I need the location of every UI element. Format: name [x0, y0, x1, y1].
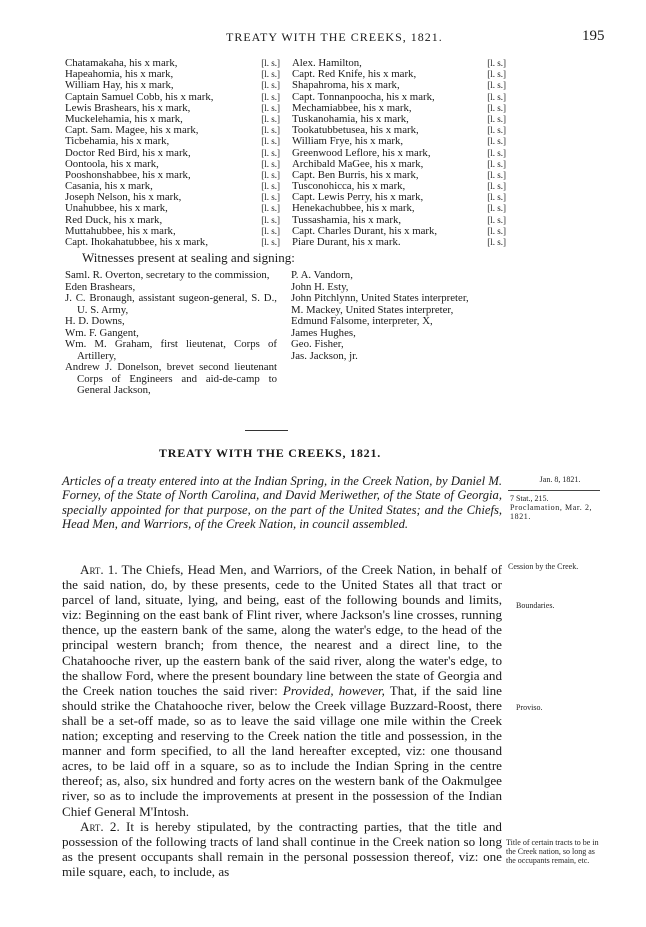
seal-mark: [l. s.] — [261, 203, 280, 214]
seal-mark: [l. s.] — [487, 102, 506, 113]
witness-entry: M. Mackey, United States interpreter, — [291, 303, 454, 316]
seal-mark: [l. s.] — [261, 91, 280, 102]
signatory-name: Red Duck, his x mark, — [65, 213, 163, 226]
seal-mark: [l. s.] — [261, 102, 280, 113]
witnesses-right-column — [291, 270, 506, 362]
witness-entry: Edmund Falsome, interpreter, X, — [291, 315, 433, 327]
witnesses-left-column — [65, 270, 277, 397]
signatory-name: Capt. Ben Burris, his x mark, — [292, 168, 419, 181]
margin-note-boundaries: Boundaries. — [516, 601, 555, 610]
signatory-name: Alex. Hamilton, — [292, 57, 362, 69]
witness-entry: John Pitchlynn, United States interpreter, — [291, 292, 469, 304]
seal-mark: [l. s.] — [487, 237, 506, 247]
seal-mark: [l. s.] — [487, 136, 506, 147]
signatory-name: Capt. Lewis Perry, his x mark, — [292, 191, 424, 204]
signatory-name: Muttahubbee, his x mark, — [65, 224, 176, 237]
signatory-name: Capt. Ihokahatubbee, his x mark, — [65, 236, 209, 248]
witnesses-heading: Witnesses present at sealing and signing: — [82, 250, 295, 265]
signatory-name: Capt. Tonnanpoocha, his x mark, — [292, 90, 435, 103]
witness-entry: Andrew J. Donelson, brevet second lieutenant Corps of Engineers and aid-de-camp to General Jackson, — [65, 361, 277, 396]
seal-mark: [l. s.] — [261, 225, 280, 236]
margin-note-cession: Cession by the Creek. — [508, 562, 579, 571]
witness-entry: Saml. R. Overton, secretary to the commission, — [65, 269, 270, 281]
seal-mark: [l. s.] — [487, 181, 506, 192]
witness-entry: J. C. Bronaugh, assistant sugeon-general, S. D., U. S. Army, — [65, 292, 277, 316]
signatory-name: Tussashamia, his x mark, — [292, 213, 402, 226]
seal-mark: [l. s.] — [261, 181, 280, 192]
article-1 — [62, 562, 502, 819]
margin-note-statute — [510, 495, 606, 521]
seal-mark: [l. s.] — [487, 69, 506, 80]
signatory-name: William Frye, his x mark, — [292, 135, 404, 148]
seal-mark: [l. s.] — [261, 58, 280, 68]
signatory-name: Joseph Nelson, his x mark, — [65, 191, 182, 204]
signatory-row — [292, 237, 506, 248]
signatory-row — [65, 237, 280, 248]
signatory-name: Mechamiabbee, his x mark, — [292, 101, 412, 114]
witness-entry: Wm. F. Gangent, — [65, 326, 139, 339]
signatory-name: Capt. Sam. Magee, his x mark, — [65, 124, 199, 137]
proviso-phrase: Provided, however, — [282, 682, 385, 698]
seal-mark: [l. s.] — [487, 158, 506, 169]
seal-mark: [l. s.] — [261, 214, 280, 225]
witness-entry: Eden Brashears, — [65, 280, 136, 293]
signatures-right-column — [292, 58, 506, 248]
seal-mark: [l. s.] — [261, 237, 280, 247]
seal-mark: [l. s.] — [261, 147, 280, 158]
witness-entry: H. D. Downs, — [65, 315, 125, 327]
seal-mark: [l. s.] — [487, 80, 506, 91]
seal-mark: [l. s.] — [487, 192, 506, 203]
seal-mark: [l. s.] — [261, 169, 280, 180]
seal-mark: [l. s.] — [261, 192, 280, 203]
page-number: 195 — [582, 28, 605, 44]
seal-mark: [l. s.] — [487, 113, 506, 124]
treaty-preamble: Articles of a treaty entered into at the Indian Spring, in the Creek Nation, by Daniel M. Forney, of the State of North Carolina, and David Meriwether, of the State of Georgia, specially appointed for that purpose, on the part of the United States; and the Chiefs, Head Men, and Warriors, of the Creek Nation, in council assembled. — [62, 474, 502, 531]
seal-mark: [l. s.] — [487, 91, 506, 102]
signatory-name: Lewis Brashears, his x mark, — [65, 101, 191, 114]
seal-mark: [l. s.] — [261, 80, 280, 91]
article-text-continued: That, if the said line should strike the Chatahooche river, below the Creek village Buzzard-Roost, there shall be a set-off made, so as to leave the said village one mile within the Creek nation; excepting and reserving to the Creek nation the title and possession, in the manner and form specified, to all the land hereafter excepted, viz: one thousand acres, to be laid off in a square, so as to include the Indian Spring in the centre thereof; as, also, six hundred and forty acres on the western bank of the Oakmulgee river, so as to include the improvements at present in the possession of the Indian Chief General M'Intosh. — [62, 682, 502, 819]
signatory-name: Capt. Red Knife, his x mark, — [292, 68, 417, 81]
margin-date-rule — [508, 490, 600, 491]
section-divider — [245, 430, 288, 431]
signatory-name: Piare Durant, his x mark. — [292, 236, 401, 248]
signatory-name: Archibald MaGee, his x mark, — [292, 157, 424, 170]
seal-mark: [l. s.] — [261, 136, 280, 147]
witness-entry: Geo. Fisher, — [291, 338, 344, 350]
witness-entry: P. A. Vandorn, — [291, 269, 353, 281]
seal-mark: [l. s.] — [487, 125, 506, 136]
seal-mark: [l. s.] — [487, 225, 506, 236]
seal-mark: [l. s.] — [261, 158, 280, 169]
witness-entry: Jas. Jackson, jr. — [291, 349, 358, 362]
margin-note-proclamation: Proclamation, Mar. 2, 1821. — [510, 502, 593, 521]
seal-mark: [l. s.] — [487, 147, 506, 158]
signatory-name: Tusconohicca, his x mark, — [292, 180, 406, 193]
seal-mark: [l. s.] — [487, 169, 506, 180]
article-text: The Chiefs, Head Men, and Warriors, of the Creek Nation, in behalf of the said nation, do, by these presents, cede to the United States all that tract or parcel of land, situate, lying, and being, east of the following bounds and limits, viz: Beginning on the east bank of Flint river, where Jackson's line crosses, running thence, up the eastern bank of the same, along the water's edge, to the head of the principal western branch; from thence, the nearest and a direct line, to the Chatahooche river, up the eastern bank of the said river, along the water's edge, to the shallow Ford, where the present boundary line between the state of Georgia and the Creek nation touches the said river: — [62, 562, 502, 698]
signatory-name: Casania, his x mark, — [65, 180, 153, 193]
witness-entry: James Hughes, — [291, 326, 356, 339]
signatory-name: Ticbehamia, his x mark, — [65, 135, 170, 148]
signatory-name: Doctor Red Bird, his x mark, — [65, 146, 191, 159]
article-label: Art. 1. — [80, 562, 118, 577]
margin-note-stat: 7 Stat., 215. — [510, 494, 549, 503]
signatory-name: Captain Samuel Cobb, his x mark, — [65, 90, 214, 103]
article-text: It is hereby stipulated, by the contracting parties, that the title and possession of the following tracts of land shall continue in the Creek nation so long as the present occupants shall remain in the personal possession thereof, viz: one mile square, each, to include, as — [62, 818, 502, 879]
signatory-name: Pooshonshabbee, his x mark, — [65, 168, 191, 181]
treaty-title: TREATY WITH THE CREEKS, 1821. — [158, 446, 382, 460]
article-label: Art. 2. — [80, 818, 120, 834]
seal-mark: [l. s.] — [261, 113, 280, 124]
signatory-name: Tuskanohamia, his x mark, — [292, 112, 409, 125]
signatory-name: Hapeahomia, his x mark, — [65, 68, 174, 81]
witness-entry: John H. Esty, — [291, 280, 349, 293]
seal-mark: [l. s.] — [261, 69, 280, 80]
margin-note-date: Jan. 8, 1821. — [539, 475, 581, 484]
signatory-name: Henekachubbee, his x mark, — [292, 202, 415, 215]
witness-entry: Wm. M. Graham, first lieutenat, Corps of Artillery, — [65, 338, 277, 362]
article-2 — [62, 819, 502, 879]
margin-note-title-tracts: Title of certain tracts to be in the Creek nation, so long as the occupants remain, etc. — [506, 838, 599, 865]
signatory-name: Oontoola, his x mark, — [65, 157, 159, 170]
signatory-name: Muckelehamia, his x mark, — [65, 112, 183, 125]
signatory-name: Unahubbee, his x mark, — [65, 202, 168, 215]
signatory-name: William Hay, his x mark, — [65, 79, 174, 92]
signatory-name: Shapahroma, his x mark, — [292, 79, 400, 92]
signatory-name: Tookatubbetusea, his x mark, — [292, 124, 419, 137]
margin-note-proviso: Proviso. — [516, 703, 543, 712]
seal-mark: [l. s.] — [487, 58, 506, 68]
seal-mark: [l. s.] — [261, 125, 280, 136]
signatory-name: Capt. Charles Durant, his x mark, — [292, 224, 438, 237]
seal-mark: [l. s.] — [487, 214, 506, 225]
seal-mark: [l. s.] — [487, 203, 506, 214]
signatory-name: Chatamakaha, his x mark, — [65, 57, 178, 69]
running-head-title: TREATY WITH THE CREEKS, 1821. — [226, 30, 443, 44]
running-head — [0, 30, 646, 46]
signatory-name: Greenwood Leflore, his x mark, — [292, 146, 431, 159]
signatures-left-column — [65, 58, 280, 248]
treaty-articles — [62, 562, 502, 879]
